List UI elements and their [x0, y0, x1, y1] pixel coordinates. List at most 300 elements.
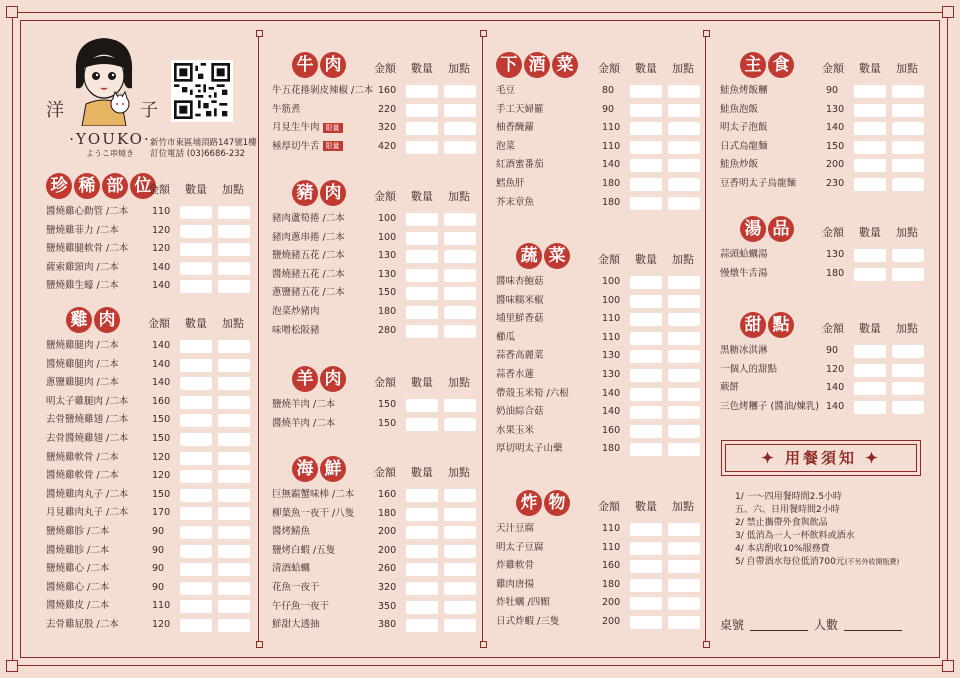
quantity-box[interactable]	[854, 345, 886, 358]
extra-box[interactable]	[892, 268, 924, 281]
quantity-box[interactable]	[854, 85, 886, 98]
item-name	[46, 579, 109, 598]
item-name-text: 鹽燒雞胗 /二本	[46, 525, 110, 537]
extra-box[interactable]	[668, 313, 700, 326]
item-name	[720, 156, 758, 175]
menu-item	[496, 119, 701, 138]
item-name-text: 一個人的甜點	[720, 363, 778, 375]
item-name	[720, 265, 768, 284]
item-price: 150	[152, 414, 171, 426]
quantity-box[interactable]	[406, 232, 438, 245]
item-price: 140	[602, 387, 621, 399]
menu-item	[272, 415, 477, 434]
item-name	[720, 175, 796, 194]
item-price: 220	[378, 103, 397, 115]
menu-item	[496, 576, 701, 595]
quantity-box[interactable]	[180, 563, 212, 576]
column-header-price: 金額	[148, 183, 170, 196]
column-header-extra: 加點	[448, 62, 470, 75]
extra-box[interactable]	[218, 262, 250, 275]
item-name-text: 埔里鮮香菇	[496, 313, 544, 325]
quantity-box[interactable]	[854, 159, 886, 172]
section-veg	[496, 243, 701, 459]
item-price: 130	[826, 249, 845, 260]
quantity-box[interactable]	[630, 425, 662, 438]
notice-small-note: (不另外收開瓶費)	[844, 558, 900, 566]
column-header-extra: 加點	[896, 322, 918, 335]
item-name-text: 鹽燒豬五花 /二本	[272, 250, 345, 262]
item-name-text: 炸雞軟骨	[496, 560, 535, 572]
quantity-box[interactable]	[854, 122, 886, 135]
item-name-text: 蒜香水蓮	[496, 368, 535, 380]
section-title-char: 炸	[516, 490, 542, 516]
quantity-box[interactable]	[180, 414, 212, 427]
extra-box[interactable]	[218, 470, 250, 483]
extra-box[interactable]	[668, 350, 700, 363]
menu-item	[720, 119, 925, 138]
extra-box[interactable]	[218, 526, 250, 539]
extra-box[interactable]	[668, 276, 700, 289]
quantity-box[interactable]	[630, 579, 662, 592]
table-number-label: 桌號	[720, 618, 745, 632]
column-header-price: 金額	[148, 317, 170, 330]
extra-box[interactable]	[444, 250, 476, 263]
quantity-box[interactable]	[406, 269, 438, 282]
item-name	[272, 560, 310, 579]
menu-item	[496, 520, 701, 539]
extra-box[interactable]	[218, 452, 250, 465]
quantity-box[interactable]	[406, 250, 438, 263]
notice-line-5	[735, 556, 899, 569]
item-price: 130	[602, 368, 621, 380]
quantity-box[interactable]	[180, 582, 212, 595]
menu-item	[46, 616, 251, 635]
quantity-box[interactable]	[630, 313, 662, 326]
extra-box[interactable]	[892, 85, 924, 98]
menu-item	[272, 523, 477, 542]
extra-box[interactable]	[444, 619, 476, 632]
item-price: 180	[826, 267, 845, 279]
quantity-box[interactable]	[180, 206, 212, 219]
extra-box[interactable]	[444, 85, 476, 98]
quantity-box[interactable]	[630, 369, 662, 382]
extra-box[interactable]	[218, 582, 250, 595]
quantity-box[interactable]	[180, 452, 212, 465]
section-title	[66, 307, 120, 333]
quantity-box[interactable]	[406, 104, 438, 117]
quantity-box[interactable]	[180, 340, 212, 353]
section-pork	[272, 180, 477, 340]
quantity-box[interactable]	[406, 325, 438, 338]
menu-item	[272, 322, 477, 341]
quantity-box[interactable]	[630, 406, 662, 419]
column-header-price: 金額	[822, 322, 844, 335]
extra-box[interactable]	[444, 104, 476, 117]
extra-box[interactable]	[668, 616, 700, 629]
extra-box[interactable]	[668, 178, 700, 191]
extra-box[interactable]	[668, 443, 700, 456]
menu-item	[272, 486, 477, 505]
quantity-box[interactable]	[406, 287, 438, 300]
extra-box[interactable]	[892, 345, 924, 358]
extra-box[interactable]	[444, 563, 476, 576]
extra-box[interactable]	[668, 579, 700, 592]
table-number-input[interactable]	[750, 630, 808, 631]
menu-item	[46, 486, 251, 505]
quantity-box[interactable]	[406, 306, 438, 319]
item-name-text: 手工天婦羅	[496, 103, 544, 115]
table-people-field	[720, 616, 908, 633]
item-name-text: 醬燒雞肉丸子 /二本	[46, 488, 129, 500]
quantity-box[interactable]	[630, 178, 662, 191]
notice-line: 1/ 一～四用餐時間2.5小時	[735, 492, 842, 502]
menu-item	[496, 366, 701, 385]
item-name-text: 月見雞肉丸子 /二本	[46, 507, 129, 519]
section-title	[516, 243, 570, 269]
extra-box[interactable]	[668, 295, 700, 308]
item-price: 140	[826, 400, 845, 412]
notice-line: 五、六、日用餐時間2小時	[735, 505, 840, 515]
extra-box[interactable]	[444, 545, 476, 558]
item-name-text: 花魚一夜干	[272, 581, 320, 593]
item-name	[496, 613, 559, 632]
quantity-box[interactable]	[630, 332, 662, 345]
extra-box[interactable]	[444, 141, 476, 154]
quantity-box[interactable]	[630, 159, 662, 172]
extra-box[interactable]	[218, 396, 250, 409]
menu-item	[46, 523, 251, 542]
extra-box[interactable]	[892, 249, 924, 262]
extra-box[interactable]	[444, 489, 476, 502]
quantity-box[interactable]	[630, 350, 662, 363]
quantity-box[interactable]	[406, 213, 438, 226]
menu-item	[46, 277, 251, 296]
extra-box[interactable]	[218, 340, 250, 353]
section-chicken	[46, 307, 251, 635]
item-price: 150	[378, 399, 397, 410]
extra-box[interactable]	[444, 325, 476, 338]
item-name-text: 蒜頭蛤蠣湯	[720, 249, 768, 260]
extra-box[interactable]	[444, 399, 476, 412]
quantity-box[interactable]	[406, 141, 438, 154]
extra-box[interactable]	[668, 560, 700, 573]
extra-box[interactable]	[892, 122, 924, 135]
section-title-char: 牛	[292, 52, 318, 78]
quantity-box[interactable]	[630, 560, 662, 573]
column-header-price: 金額	[598, 500, 620, 513]
extra-box[interactable]	[668, 523, 700, 536]
item-name-text: 日式烏龍麵	[720, 140, 768, 152]
item-name-text: 極厚切牛舌	[272, 140, 320, 152]
item-name	[720, 361, 777, 380]
item-name-text: 豆香明太子烏龍麵	[720, 177, 797, 189]
extra-box[interactable]	[218, 433, 250, 446]
extra-box[interactable]	[892, 178, 924, 191]
item-name	[46, 504, 128, 523]
extra-box[interactable]	[218, 280, 250, 293]
column-header-extra: 加點	[672, 62, 694, 75]
item-name	[272, 415, 335, 434]
extra-box[interactable]	[668, 388, 700, 401]
extra-box[interactable]	[444, 306, 476, 319]
item-price: 320	[378, 122, 397, 134]
brand-char-left: 洋	[46, 100, 64, 121]
extra-box[interactable]	[668, 425, 700, 438]
quantity-box[interactable]	[406, 418, 438, 431]
quantity-box[interactable]	[180, 396, 212, 409]
quantity-box[interactable]	[630, 443, 662, 456]
quantity-box[interactable]	[406, 601, 438, 614]
column-header-extra: 加點	[222, 317, 244, 330]
item-name	[496, 557, 534, 576]
quantity-box[interactable]	[854, 249, 886, 262]
column-header-qty: 數量	[185, 183, 207, 196]
extra-box[interactable]	[444, 526, 476, 539]
item-name	[46, 616, 119, 635]
menu-item	[272, 396, 477, 415]
item-price: 100	[602, 276, 621, 287]
column-divider	[705, 30, 706, 648]
extra-box[interactable]	[668, 85, 700, 98]
quantity-box[interactable]	[406, 619, 438, 632]
item-name-text: 鹽烤白蝦 /五隻	[272, 544, 336, 556]
item-name	[496, 175, 525, 194]
section-title-char: 稀	[74, 173, 100, 199]
column-header-qty: 數量	[635, 500, 657, 513]
people-count-input[interactable]	[844, 630, 902, 631]
extra-box[interactable]	[218, 243, 250, 256]
quantity-box[interactable]	[630, 295, 662, 308]
quantity-box[interactable]	[854, 364, 886, 377]
item-name-text: 鮭魚泡飯	[720, 103, 759, 115]
item-name-text: 醬燒豬五花 /二本	[272, 268, 345, 280]
item-price: 90	[152, 544, 165, 556]
extra-box[interactable]	[892, 401, 924, 414]
quantity-box[interactable]	[630, 597, 662, 610]
extra-box[interactable]	[218, 563, 250, 576]
quantity-box[interactable]	[180, 225, 212, 238]
menu-item	[720, 82, 925, 101]
item-price: 120	[152, 243, 171, 255]
extra-box[interactable]	[218, 206, 250, 219]
quantity-box[interactable]	[630, 122, 662, 135]
extra-box[interactable]	[892, 141, 924, 154]
item-name	[496, 576, 534, 595]
extra-box[interactable]	[892, 382, 924, 395]
menu-item	[46, 467, 251, 486]
extra-box[interactable]	[444, 508, 476, 521]
quantity-box[interactable]	[854, 401, 886, 414]
extra-box[interactable]	[218, 507, 250, 520]
quantity-box[interactable]	[406, 85, 438, 98]
item-price: 130	[826, 103, 845, 115]
item-name	[272, 82, 373, 101]
extra-box[interactable]	[218, 414, 250, 427]
quantity-box[interactable]	[180, 470, 212, 483]
quantity-box[interactable]	[630, 85, 662, 98]
section-title-char: 甜	[740, 312, 766, 338]
extra-box[interactable]	[892, 104, 924, 117]
quantity-box[interactable]	[630, 523, 662, 536]
item-name-text: 柳葉魚一夜干 /八隻	[272, 507, 355, 519]
menu-item	[496, 156, 701, 175]
extra-box[interactable]	[444, 287, 476, 300]
menu-item	[496, 310, 701, 329]
quantity-box[interactable]	[180, 433, 212, 446]
quantity-box[interactable]	[180, 526, 212, 539]
extra-box[interactable]	[218, 225, 250, 238]
quantity-box[interactable]	[854, 268, 886, 281]
item-name	[496, 119, 534, 138]
column-header-qty: 數量	[635, 62, 657, 75]
quantity-box[interactable]	[406, 582, 438, 595]
menu-item	[496, 403, 701, 422]
extra-box[interactable]	[444, 582, 476, 595]
quantity-box[interactable]	[406, 122, 438, 135]
menu-item	[46, 597, 251, 616]
item-price: 120	[826, 363, 845, 375]
extra-box[interactable]	[218, 359, 250, 372]
item-price: 140	[152, 377, 171, 389]
quantity-box[interactable]	[854, 178, 886, 191]
extra-box[interactable]	[668, 104, 700, 117]
quantity-box[interactable]	[180, 600, 212, 613]
extra-box[interactable]	[218, 489, 250, 502]
quantity-box[interactable]	[180, 545, 212, 558]
corner-ornament	[942, 6, 954, 18]
extra-box[interactable]	[218, 377, 250, 390]
section-title-char: 肉	[94, 307, 120, 333]
item-price: 100	[378, 213, 397, 224]
item-name	[272, 579, 320, 598]
extra-box[interactable]	[668, 197, 700, 210]
item-name	[46, 222, 119, 241]
extra-box[interactable]	[218, 600, 250, 613]
quantity-box[interactable]	[630, 104, 662, 117]
quantity-box[interactable]	[180, 262, 212, 275]
menu-item	[46, 259, 251, 278]
quantity-box[interactable]	[180, 280, 212, 293]
item-price: 180	[602, 177, 621, 189]
item-name-text: 醬燒雞胗 /二本	[46, 544, 110, 556]
limited-badge: 限量	[323, 141, 343, 151]
quantity-box[interactable]	[630, 197, 662, 210]
item-name	[496, 366, 534, 385]
item-name	[272, 101, 301, 120]
quantity-box[interactable]	[406, 563, 438, 576]
item-name	[496, 539, 544, 558]
quantity-box[interactable]	[406, 545, 438, 558]
item-price: 150	[152, 432, 171, 444]
extra-box[interactable]	[668, 542, 700, 555]
qr-code-icon[interactable]	[171, 60, 233, 122]
menu-item	[272, 616, 477, 635]
quantity-box[interactable]	[630, 141, 662, 154]
quantity-box[interactable]	[180, 489, 212, 502]
quantity-box[interactable]	[630, 542, 662, 555]
quantity-box[interactable]	[180, 507, 212, 520]
menu-item	[46, 337, 251, 356]
item-name-text: 明太子泡飯	[720, 122, 768, 134]
extra-box[interactable]	[668, 597, 700, 610]
extra-box[interactable]	[444, 601, 476, 614]
item-name-text: 芥末章魚	[496, 196, 535, 208]
column-header-price: 金額	[598, 62, 620, 75]
extra-box[interactable]	[668, 332, 700, 345]
menu-item	[46, 411, 251, 430]
item-name-text: 紅酒蜜番茄	[496, 159, 544, 171]
section-title-char: 下	[496, 52, 522, 78]
menu-item	[496, 440, 701, 459]
item-name	[720, 82, 768, 101]
quantity-box[interactable]	[630, 616, 662, 629]
quantity-box[interactable]	[854, 104, 886, 117]
item-price: 180	[378, 507, 397, 519]
item-name-text: 鮭魚烤飯糰	[720, 85, 768, 96]
quantity-box[interactable]	[406, 399, 438, 412]
quantity-box[interactable]	[180, 377, 212, 390]
extra-box[interactable]	[668, 159, 700, 172]
column-header-price: 金額	[822, 62, 844, 75]
menu-item	[272, 560, 477, 579]
extra-box[interactable]	[444, 213, 476, 226]
quantity-box[interactable]	[854, 382, 886, 395]
extra-box[interactable]	[444, 232, 476, 245]
quantity-box[interactable]	[406, 508, 438, 521]
quantity-box[interactable]	[180, 243, 212, 256]
quantity-box[interactable]	[630, 276, 662, 289]
item-price: 140	[152, 340, 171, 351]
quantity-box[interactable]	[180, 359, 212, 372]
quantity-box[interactable]	[180, 619, 212, 632]
item-name	[496, 422, 534, 441]
quantity-box[interactable]	[854, 141, 886, 154]
section-dessert	[720, 312, 925, 416]
section-header	[720, 216, 925, 246]
quantity-box[interactable]	[630, 388, 662, 401]
item-name-text: 鹽燒雞心 /二本	[46, 563, 110, 575]
item-name-text: 日式炸蝦 /三隻	[496, 615, 560, 627]
extra-box[interactable]	[668, 122, 700, 135]
item-name-text: 去骨鹽燒雞翅 /二本	[46, 414, 129, 426]
item-name	[496, 403, 544, 422]
item-price: 260	[378, 563, 397, 575]
item-name-text: 鮮甜大透抽	[272, 619, 320, 631]
section-title-char: 肉	[320, 180, 346, 206]
corner-ornament	[6, 660, 18, 672]
extra-box[interactable]	[668, 141, 700, 154]
quantity-box[interactable]	[406, 489, 438, 502]
extra-box[interactable]	[668, 369, 700, 382]
extra-box[interactable]	[218, 545, 250, 558]
column-header-extra: 加點	[896, 226, 918, 239]
quantity-box[interactable]	[406, 526, 438, 539]
extra-box[interactable]	[444, 269, 476, 282]
item-name-text: 帶殼玉米筍 /六根	[496, 387, 569, 399]
item-price: 130	[602, 350, 621, 362]
extra-box[interactable]	[444, 418, 476, 431]
section-title	[292, 456, 346, 482]
extra-box[interactable]	[892, 159, 924, 172]
item-name	[46, 277, 119, 296]
item-price: 120	[152, 224, 171, 236]
column-header-extra: 加點	[448, 376, 470, 389]
section-title	[740, 52, 794, 78]
extra-box[interactable]	[444, 122, 476, 135]
extra-box[interactable]	[218, 619, 250, 632]
extra-box[interactable]	[668, 406, 700, 419]
extra-box[interactable]	[892, 364, 924, 377]
